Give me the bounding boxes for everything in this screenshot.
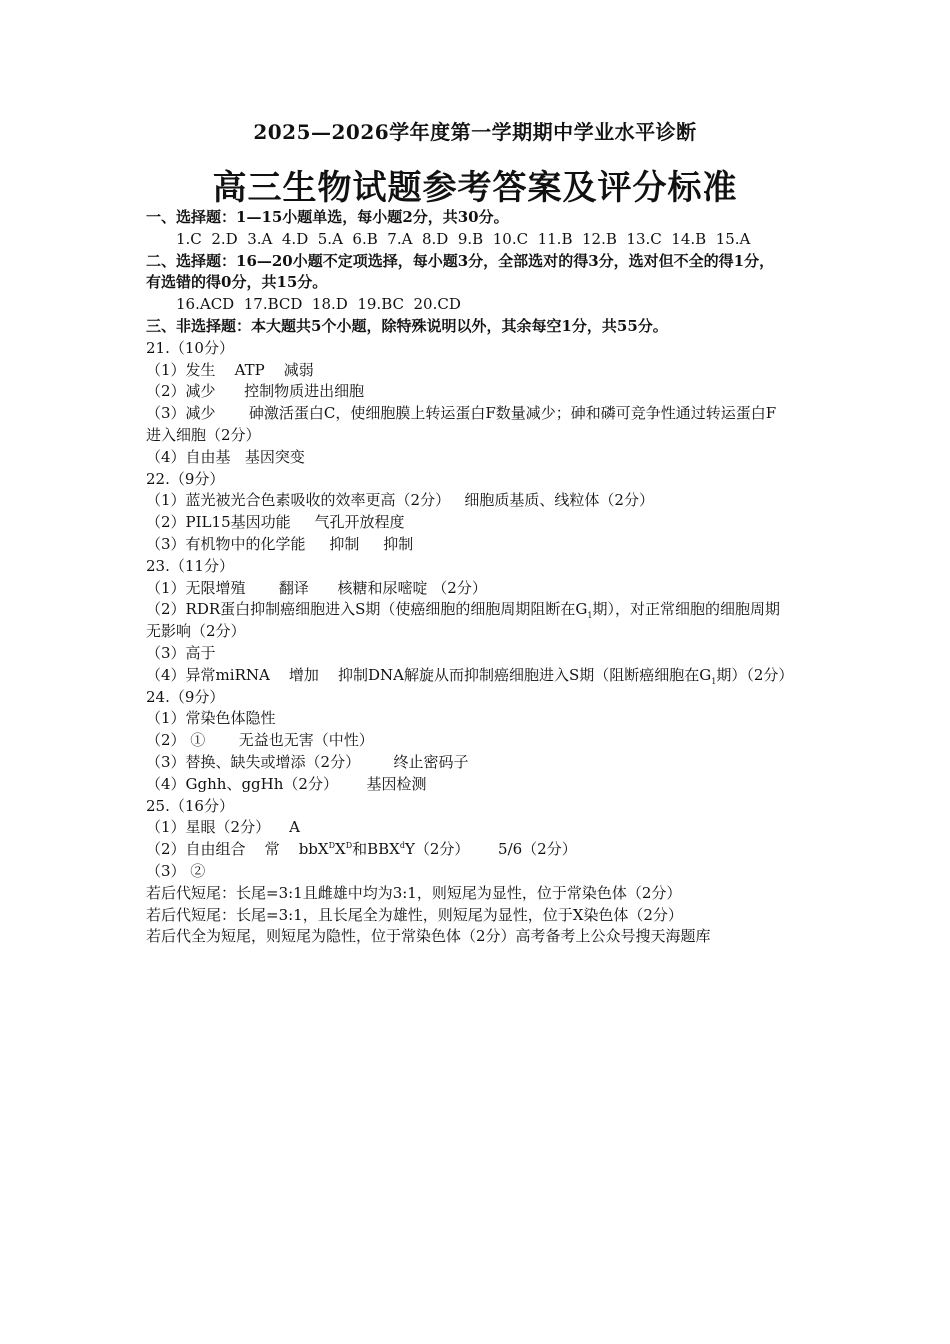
section2-answers: 16.ACD 17.BCD 18.D 19.BC 20.CD xyxy=(176,295,461,314)
q25-answer-1: （1）星眼（2分） A xyxy=(146,818,300,837)
q23-title: 23.（11分） xyxy=(146,556,234,575)
q24-title: 24.（9分） xyxy=(146,687,225,706)
q22-answer-1: （1）蓝光被光合色素吸收的效率更高（2分） 细胞质基质、线粒体（2分） xyxy=(146,491,654,510)
q22-answer-3: （3）有机物中的化学能 抑制 抑制 xyxy=(146,534,414,553)
section2-heading-line2: 有选错的得0分，共15分。 xyxy=(146,273,328,292)
q25-answer-3: （3） ② xyxy=(146,861,206,880)
q23-answer-2-line2: 无影响（2分） xyxy=(146,622,246,641)
answer-content xyxy=(146,207,856,948)
q23-answer-2-line1 xyxy=(146,599,856,621)
q23-answer-3: （3）高于 xyxy=(146,643,216,662)
q25-title: 25.（16分） xyxy=(146,796,234,815)
q21-answer-1: （1）发生 ATP 减弱 xyxy=(146,360,314,379)
q25-a2-text-mid1: X xyxy=(335,840,346,859)
q21-answer-4: （4）自由基 基因突变 xyxy=(146,447,305,466)
q25-line-3: 若后代全为短尾，则短尾为隐性，位于常染色体（2分）高考备考上公众号搜天海题库 xyxy=(146,927,711,946)
q23-a4-subscript: 1 xyxy=(711,676,717,686)
q23-a2-subscript: 1 xyxy=(587,611,593,621)
exam-subtitle: 2025—2026学年度第一学期期中学业水平诊断 xyxy=(253,120,697,144)
section1-answers: 1.C 2.D 3.A 4.D 5.A 6.B 7.A 8.D 9.B 10.C 11.B 12.B 13.C 14.B 15.A xyxy=(176,229,751,248)
q25-a2-text-mid2: 和BBX xyxy=(352,840,400,859)
q21-answer-3-line1: （3）减少 砷激活蛋白C，使细胞膜上转运蛋白F数量减少；砷和磷可竞争性通过转运蛋白F xyxy=(146,404,777,423)
section3-heading: 三、非选择题：本大题共5个小题，除特殊说明以外，其余每空1分，共55分。 xyxy=(146,316,668,335)
q23-answer-1: （1）无限增殖 翻译 核糖和尿嘧啶 （2分） xyxy=(146,578,487,597)
q21-answer-2: （2）减少 控制物质进出细胞 xyxy=(146,382,365,401)
q25-a2-sup-3: d xyxy=(399,841,405,851)
q22-answer-2: （2）PIL15基因功能 气孔开放程度 xyxy=(146,513,405,532)
q23-a4-text-1: （4）异常miRNA 增加 抑制DNA解旋从而抑制癌细胞进入S期（阻断癌细胞在G xyxy=(146,665,712,684)
q24-answer-1: （1）常染色体隐性 xyxy=(146,709,276,728)
q25-line-1: 若后代短尾：长尾=3:1且雌雄中均为3:1，则短尾为显性，位于常染色体（2分） xyxy=(146,883,682,902)
q24-answer-2: （2） ① 无益也无害（中性） xyxy=(146,731,374,750)
section1-heading: 一、选择题：1—15小题单选，每小题2分，共30分。 xyxy=(146,208,509,226)
q25-a2-text-2: Y（2分） 5/6（2分） xyxy=(404,840,577,859)
q24-answer-3: （3）替换、缺失或增添（2分） 终止密码子 xyxy=(146,752,469,771)
q21-title: 21.（10分） xyxy=(146,338,234,357)
q25-a2-sup-2: D xyxy=(345,841,353,851)
q23-answer-4 xyxy=(146,665,856,687)
q25-answer-2 xyxy=(146,839,856,861)
section2-heading-line1: 二、选择题：16—20小题不定项选择，每小题3分，全部选对的得3分，选对但不全的得1分， xyxy=(146,251,775,270)
q25-a2-sup-1: D xyxy=(328,841,335,851)
q25-line-2: 若后代短尾：长尾=3:1，且长尾全为雄性，则短尾为显性，位于X染色体（2分） xyxy=(146,905,683,924)
q23-a4-text-2: 期）（2分） xyxy=(716,665,794,684)
q24-answer-4: （4）Gghh、ggHh（2分） 基因检测 xyxy=(146,774,427,793)
q23-a2-text-2: 期），对正常细胞的细胞周期 xyxy=(592,600,781,619)
page-title: 高三生物试题参考答案及评分标准 xyxy=(212,168,738,208)
q21-answer-3-line2: 进入细胞（2分） xyxy=(146,425,261,444)
q23-a2-text-1: （2）RDR蛋白抑制癌细胞进入S期（使癌细胞的细胞周期阻断在G xyxy=(146,600,588,619)
q25-a2-text-1: （2）自由组合 常 bbX xyxy=(146,840,329,859)
q22-title: 22.（9分） xyxy=(146,469,225,488)
